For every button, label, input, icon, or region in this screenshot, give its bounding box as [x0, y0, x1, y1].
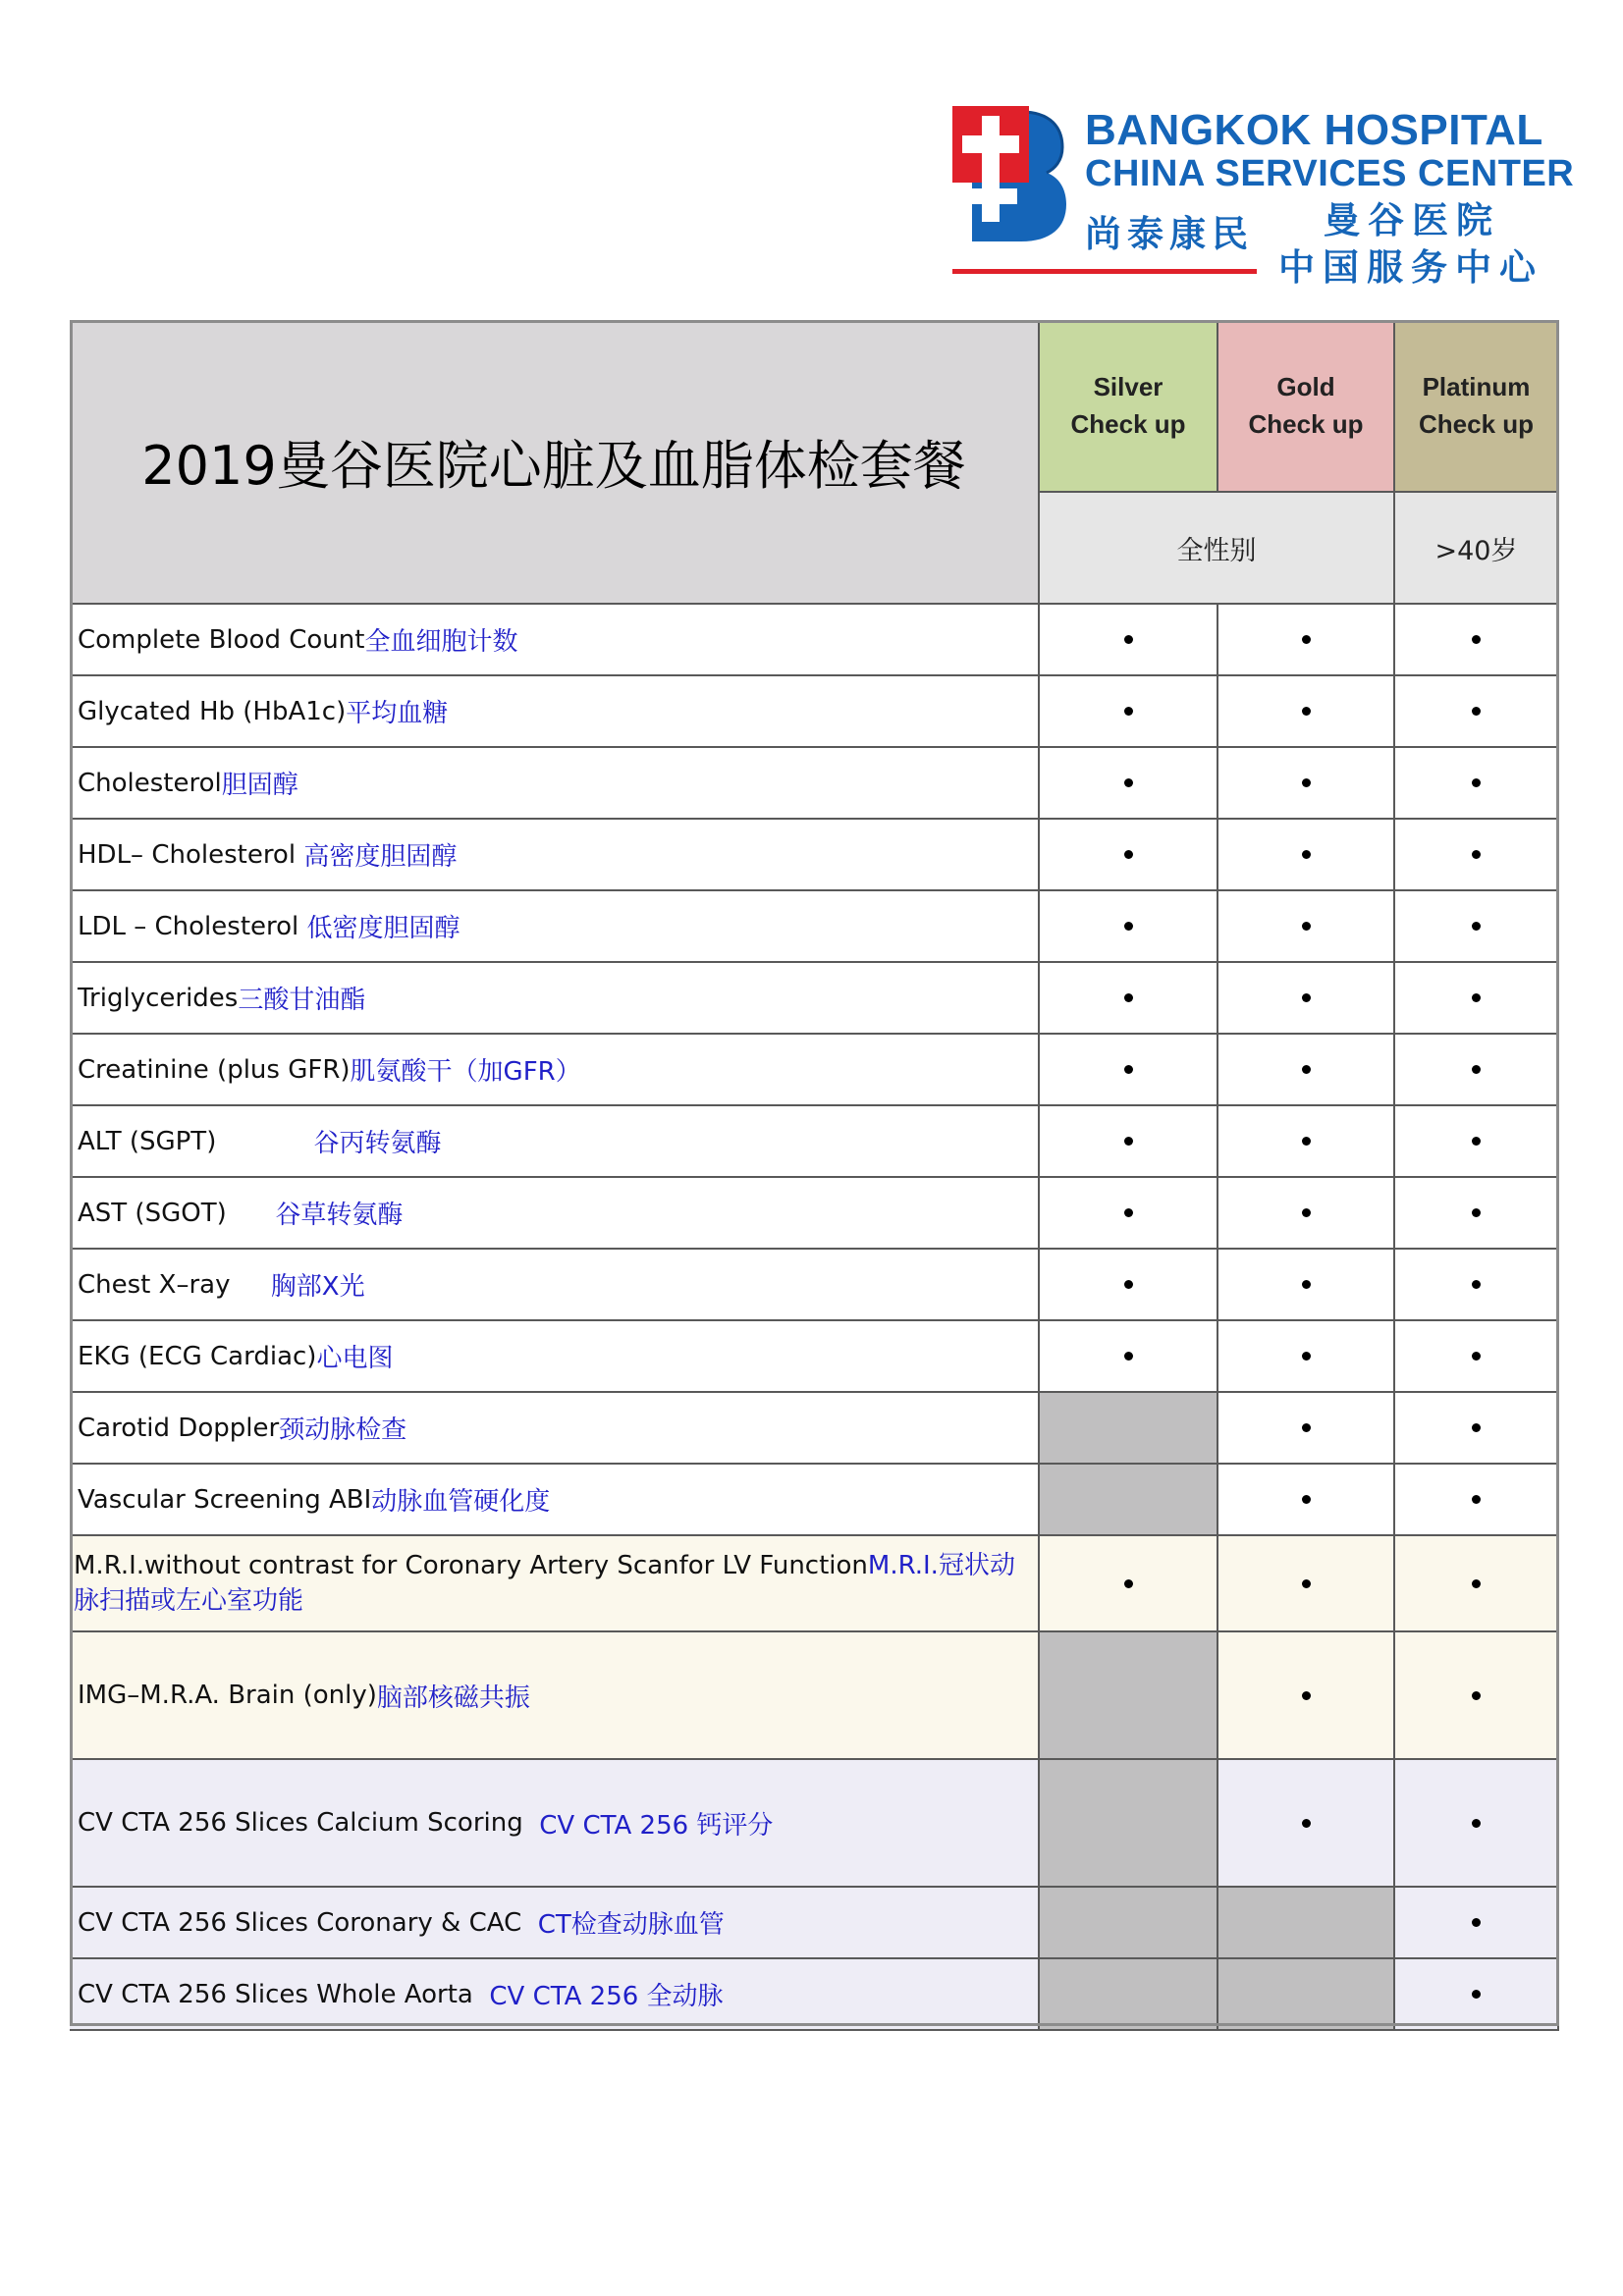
test-name-chinese: M.R.I.冠状动脉扫描或左心室功能 — [74, 1551, 1015, 1616]
included-dot-icon — [1040, 748, 1218, 820]
included-dot-icon — [1040, 963, 1218, 1035]
included-dot-icon — [1395, 1250, 1559, 1321]
included-dot-icon — [1395, 1632, 1559, 1760]
table-row-label — [70, 748, 1040, 820]
test-name-english: Chest X–ray — [78, 1269, 271, 1300]
included-dot-icon — [1218, 676, 1395, 748]
package-header-silver — [1040, 320, 1218, 493]
table-row-label — [70, 676, 1040, 748]
test-name-chinese: 谷丙转氨酶 — [313, 1129, 442, 1158]
included-dot-icon — [1040, 1321, 1218, 1393]
test-name-chinese: 三酸甘油酯 — [238, 986, 366, 1015]
test-name-chinese: 心电图 — [316, 1344, 394, 1373]
included-dot-icon — [1218, 1250, 1395, 1321]
table-row-label — [70, 1760, 1040, 1888]
included-dot-icon — [1395, 1393, 1559, 1465]
not-included-cell — [1040, 1393, 1218, 1465]
test-name-english: IMG–M.R.A. Brain (only) — [78, 1681, 377, 1710]
included-dot-icon — [1218, 1632, 1395, 1760]
included-dot-icon — [1395, 1178, 1559, 1250]
test-name-chinese: 胸部X光 — [270, 1272, 365, 1302]
hospital-cross-logo-icon — [952, 106, 1068, 243]
included-dot-icon — [1218, 820, 1395, 891]
included-dot-icon — [1395, 748, 1559, 820]
included-dot-icon — [1040, 605, 1218, 676]
test-name-chinese: 低密度胆固醇 — [306, 914, 460, 943]
test-name-chinese: 平均血糖 — [346, 699, 449, 728]
included-dot-icon — [1395, 891, 1559, 963]
included-dot-icon — [1040, 1178, 1218, 1250]
not-included-cell — [1040, 1632, 1218, 1760]
test-name-english: Complete Blood Count — [78, 624, 365, 655]
table-row-label — [70, 1178, 1040, 1250]
not-included-cell — [1040, 1465, 1218, 1536]
logo-name-chinese-left: 尚泰康民 — [1085, 213, 1254, 255]
included-dot-icon — [1218, 1393, 1395, 1465]
test-name-english: Carotid Doppler — [78, 1413, 280, 1443]
test-name-chinese: 动脉血管硬化度 — [371, 1487, 551, 1517]
included-dot-icon — [1395, 820, 1559, 891]
test-name-english: CV CTA 256 Slices Calcium Scoring — [78, 1808, 540, 1838]
included-dot-icon — [1395, 963, 1559, 1035]
package-name: Platinum — [1422, 372, 1531, 401]
test-name-english: Cholesterol — [78, 768, 222, 798]
test-name-chinese: 胆固醇 — [221, 771, 298, 800]
test-name-english: HDL– Cholesterol — [78, 839, 304, 870]
package-type: Check up — [1418, 409, 1535, 439]
included-dot-icon — [1395, 1959, 1559, 2031]
test-name-english: CV CTA 256 Slices Coronary & CAC — [78, 1907, 538, 1938]
subheader-age: >40岁 — [1395, 493, 1559, 605]
test-name-english: CV CTA 256 Slices Whole Aorta — [78, 1979, 490, 2009]
logo-name-chinese-right-line1: 曼谷医院 — [1324, 199, 1500, 241]
table-row-label — [70, 1465, 1040, 1536]
included-dot-icon — [1218, 1035, 1395, 1106]
test-name-english: Vascular Screening ABI — [78, 1484, 372, 1515]
test-name-chinese: 谷草转氨酶 — [275, 1201, 404, 1230]
table-row-label — [70, 1035, 1040, 1106]
included-dot-icon — [1040, 891, 1218, 963]
included-dot-icon — [1395, 676, 1559, 748]
table-row-label — [70, 1321, 1040, 1393]
test-name-chinese: 脑部核磁共振 — [376, 1682, 530, 1713]
table-row-label — [70, 891, 1040, 963]
not-included-cell — [1218, 1959, 1395, 2031]
table-row-label — [70, 820, 1040, 891]
included-dot-icon — [1040, 1035, 1218, 1106]
logo-name-english-line1: BANGKOK HOSPITAL — [1085, 106, 1543, 154]
included-dot-icon — [1395, 1106, 1559, 1178]
hospital-logo — [952, 106, 1575, 289]
logo-name-english-line2: CHINA SERVICES CENTER — [1085, 153, 1575, 194]
test-name-english: M.R.I.without contrast for Coronary Artery Scanfor LV Function — [74, 1551, 868, 1580]
table-row-label — [70, 1250, 1040, 1321]
package-type: Check up — [1248, 409, 1364, 439]
logo-name-chinese-right-line2: 中国服务中心 — [1278, 246, 1543, 289]
table-row-label — [70, 1959, 1040, 2031]
test-name-english: Creatinine (plus GFR) — [78, 1054, 351, 1085]
included-dot-icon — [1218, 1760, 1395, 1888]
package-type: Check up — [1070, 409, 1186, 439]
included-dot-icon — [1040, 1106, 1218, 1178]
not-included-cell — [1040, 1888, 1218, 1959]
included-dot-icon — [1218, 1465, 1395, 1536]
table-row-label — [70, 605, 1040, 676]
test-name-chinese: CT检查动脉血管 — [537, 1910, 725, 1940]
logo-underline — [952, 269, 1257, 274]
checkup-package-table — [70, 320, 1559, 2026]
included-dot-icon — [1040, 1536, 1218, 1632]
included-dot-icon — [1395, 1321, 1559, 1393]
test-name-english: ALT (SGPT) — [78, 1126, 314, 1156]
test-name-english: Glycated Hb (HbA1c) — [78, 696, 347, 726]
not-included-cell — [1040, 1959, 1218, 2031]
included-dot-icon — [1218, 963, 1395, 1035]
included-dot-icon — [1218, 891, 1395, 963]
included-dot-icon — [1395, 1760, 1559, 1888]
test-name-chinese: CV CTA 256 全动脉 — [489, 1982, 724, 2011]
included-dot-icon — [1395, 1465, 1559, 1536]
test-name-chinese: CV CTA 256 钙评分 — [539, 1810, 774, 1841]
test-name-english: EKG (ECG Cardiac) — [78, 1341, 317, 1371]
test-name-chinese: 高密度胆固醇 — [303, 842, 458, 872]
not-included-cell — [1040, 1760, 1218, 1888]
included-dot-icon — [1395, 1035, 1559, 1106]
table-row-label — [70, 1632, 1040, 1760]
test-name-chinese: 颈动脉检查 — [279, 1415, 407, 1445]
test-name-english: AST (SGOT) — [78, 1198, 276, 1228]
package-name: Gold — [1276, 372, 1335, 401]
included-dot-icon — [1395, 1888, 1559, 1959]
not-included-cell — [1218, 1888, 1395, 1959]
package-header-gold — [1218, 320, 1395, 493]
subheader-all-gender: 全性别 — [1040, 493, 1395, 605]
table-title: 2019曼谷医院心脏及血脂体检套餐 — [141, 434, 966, 497]
included-dot-icon — [1395, 1536, 1559, 1632]
table-row-label — [70, 1106, 1040, 1178]
table-title-cell — [70, 320, 1040, 605]
test-name-english: Triglycerides — [78, 983, 239, 1013]
table-row-label — [70, 1888, 1040, 1959]
included-dot-icon — [1218, 1321, 1395, 1393]
included-dot-icon — [1040, 676, 1218, 748]
table-row-label — [70, 1536, 1040, 1632]
table-row-label — [70, 963, 1040, 1035]
package-name: Silver — [1093, 372, 1163, 401]
table-row-label — [70, 1393, 1040, 1465]
test-name-english: LDL – Cholesterol — [78, 911, 307, 941]
included-dot-icon — [1218, 605, 1395, 676]
included-dot-icon — [1040, 820, 1218, 891]
included-dot-icon — [1218, 1178, 1395, 1250]
included-dot-icon — [1040, 1250, 1218, 1321]
included-dot-icon — [1218, 1106, 1395, 1178]
included-dot-icon — [1218, 748, 1395, 820]
test-name-chinese: 全血细胞计数 — [364, 627, 518, 657]
package-header-platinum — [1395, 320, 1559, 493]
included-dot-icon — [1218, 1536, 1395, 1632]
included-dot-icon — [1395, 605, 1559, 676]
test-name-chinese: 肌氨酸干（加GFR） — [350, 1057, 581, 1087]
